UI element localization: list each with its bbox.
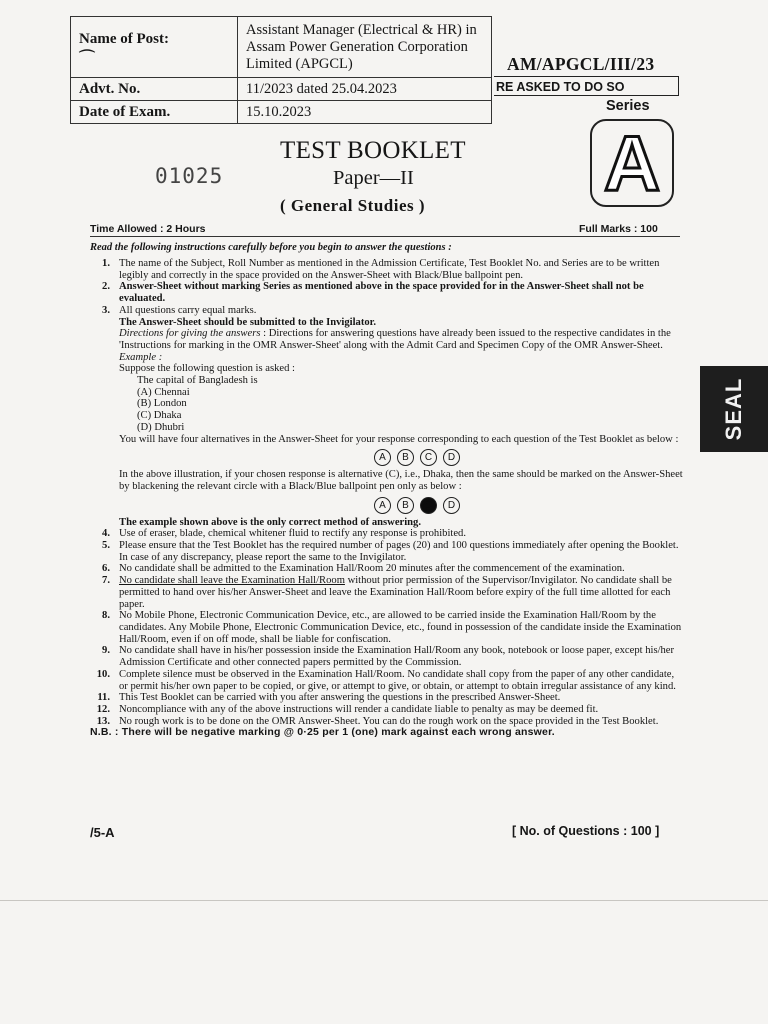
paper-number: Paper—II — [333, 167, 414, 189]
page-edge — [0, 900, 768, 901]
instruction-13: 13. No rough work is to be done on the OMR Answer-Sheet. You can do the rough work on the space provided in the Test Booklet. — [96, 715, 659, 727]
example-option: (C) Dhaka — [137, 410, 182, 422]
suppose-text: Suppose the following question is asked : — [119, 363, 295, 375]
instruction-1: 1. The name of the Subject, Roll Number as mentioned in the Admission Certificate, Test Booklet No. and Series are to be written legibly and correctly in the space provided on the Answer-Sheet with Black/Blue ballpoint pen. — [102, 258, 660, 281]
instruction-8: 8. No Mobile Phone, Electronic Communication Device, etc., are allowed to be carried inside the Examination Hall/Room by the candidates. Any Mobile Phone, Electronic Communication Device, etc., found in possession of the candidate inside the Examination Hall/Room, even if on off mode, shall be liable for confiscation. — [102, 610, 682, 645]
instruction-6: 6. No candidate shall be admitted to the Examination Hall/Room 20 minutes after the commencement of the examination. — [102, 563, 625, 575]
name-of-post-label: Name of Post: ⌒ — [71, 17, 238, 78]
seal-tab — [700, 366, 768, 452]
name-of-post-value: Assistant Manager (Electrical & HR) in Assam Power Generation Corporation Limited (APGCL) — [238, 17, 492, 78]
instruction-3: 3. All questions carry equal marks. — [102, 304, 257, 316]
illustration-text: In the above illustration, if your chosen response is alternative (C), i.e., Dhaka, then the same should be marked on the Answer-Sheet by blackening the relevant circle with a Black/Blue ballpoint pen only as below : — [119, 469, 683, 492]
question-count: [ No. of Questions : 100 ] — [512, 824, 660, 838]
time-allowed: Time Allowed : 2 Hours — [90, 223, 206, 235]
answer-bubbles-marked — [90, 497, 684, 514]
instruction-5: 5. Please ensure that the Test Booklet has the required number of pages (20) and 100 questions immediately after opening the Booklet. In case of any discrepancy, please report the same to the Invigilator. — [102, 540, 679, 563]
example-option: (B) London — [137, 398, 187, 410]
asked-banner: RE ASKED TO DO SO — [494, 76, 679, 96]
negative-marking-note: N.B. : There will be negative marking @ 0·25 per 1 (one) mark against each wrong answer. — [90, 726, 555, 739]
answer-bubble: C — [420, 449, 437, 466]
booklet-number: 01025 — [155, 164, 224, 188]
answer-bubble-filled: C — [420, 497, 437, 514]
seal-label: SEAL — [721, 377, 746, 441]
instruction-12: 12. Noncompliance with any of the above instructions will render a candidate liable to penalty as may be deemed fit. — [96, 703, 599, 715]
answer-bubbles-blank — [90, 449, 684, 466]
subject-title: ( General Studies ) — [280, 196, 426, 215]
full-marks: Full Marks : 100 — [579, 223, 658, 235]
series-box — [590, 119, 674, 207]
answer-bubble: D — [443, 497, 460, 514]
answer-bubble: A — [374, 497, 391, 514]
instruction-10: 10. Complete silence must be observed in the Examination Hall/Room. No candidate shall copy from the paper of any other candidate, or permit his/her own paper to be copied, or give, or attempt to give, or obtain, or attempt to obtain irregular assistance of any kind. — [96, 668, 676, 692]
answer-bubble: B — [397, 497, 414, 514]
alternatives-text: You will have four alternatives in the Answer-Sheet for your response corresponding to each question of the Test Booklet as below : — [119, 433, 679, 445]
answer-bubble: B — [397, 449, 414, 466]
instruction-7: 7. No candidate shall leave the Examination Hall/Room without prior permission of the Supervisor/Invigilator. No candidate shall be permitted to hand over his/her Answer-Sheet and leave the Examination Hall/Room before expiry of the full time allotted for each paper. — [102, 575, 672, 610]
example-option: (D) Dhubri — [137, 421, 185, 433]
series-label: Series — [606, 98, 650, 114]
instruction-11: 11. This Test Booklet can be carried with you after answering the questions in the prescribed Answer-Sheet. — [97, 692, 561, 704]
answer-sheet-note: The Answer-Sheet should be submitted to the Invigilator. — [119, 316, 377, 328]
correct-method-note: The example shown above is the only correct method of answering. — [119, 516, 422, 528]
page-title: TEST BOOKLET — [280, 137, 466, 164]
divider — [90, 236, 680, 237]
example-label: Example : — [119, 351, 163, 363]
paper-code: AM/APGCL/III/23 — [507, 54, 655, 74]
instruction-4: 4. Use of eraser, blade, chemical whitener fluid to rectify any response is prohibited. — [102, 528, 466, 540]
instruction-2: 2. Answer-Sheet without marking Series as mentioned above in the space provided for in the Answer-Sheet shall not be evaluated. — [102, 281, 644, 305]
advt-no-label: Advt. No. — [71, 78, 238, 101]
example-option: (A) Chennai — [137, 386, 190, 398]
exam-date-label: Date of Exam. — [71, 101, 238, 124]
advt-no-value: 11/2023 dated 25.04.2023 — [238, 78, 492, 101]
instruction-9: 9. No candidate shall have in his/her possession inside the Examination Hall/Room any book, notebook or loose paper, except his/her Admission Certificate and other connected papers permitted by the Commission. — [102, 645, 675, 669]
series-letter: A — [603, 119, 661, 207]
directions-text: Directions for giving the answers : Directions for answering questions have already been issued to the respective candidates in the 'Instructions for marking in the OMR Answer-Sheet' along with the Admit Card and Specimen Copy of the OMR Answer-Sheet. — [119, 328, 671, 351]
instructions-heading: Read the following instructions carefully before you begin to answer the questions : — [90, 242, 452, 253]
exam-date-value: 15.10.2023 — [238, 101, 492, 124]
footer-code: /5-A — [90, 825, 115, 840]
answer-bubble: A — [374, 449, 391, 466]
post-details-table — [70, 16, 492, 124]
pen-mark-icon: ⌒ — [79, 49, 96, 67]
instructions-list — [90, 258, 684, 739]
example-question: The capital of Bangladesh is — [137, 375, 258, 387]
answer-bubble: D — [443, 449, 460, 466]
